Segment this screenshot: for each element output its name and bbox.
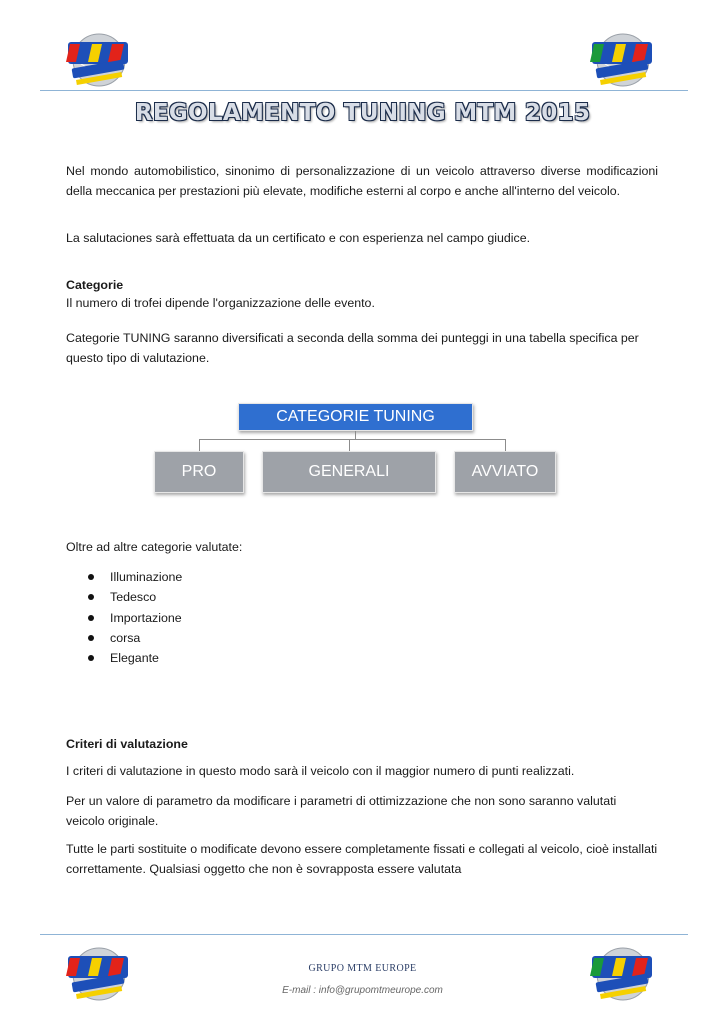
list-item: Elegante [86, 648, 182, 668]
footer-email: E-mail : info@grupomtmeurope.com [282, 985, 443, 996]
intro-paragraph-2: La salutaciones sarà effettuata da un certificato e con esperienza nel campo giudice. [66, 231, 531, 245]
altre-intro: Oltre ad altre categorie valutate: [66, 540, 243, 554]
categorie-paragraph-1: Il numero di trofei dipende l'organizzazione delle evento. [66, 296, 375, 310]
intro-paragraph-1: Nel mondo automobilistico, sinonimo di personalizzazione di un veicolo attraverso diverse modificazioni della meccanica per prestazioni più elevate, modifiche esterni al corpo e anche all'interno del veicolo. [66, 164, 658, 198]
bullet-icon [88, 594, 94, 600]
mtm-italy-footer-logo [586, 944, 656, 1006]
diagram-connector-horizontal [199, 439, 506, 440]
diagram-connector-right [505, 439, 506, 451]
diagram-connector-middle [349, 439, 350, 451]
diagram-box-avviato: AVVIATO [454, 451, 556, 493]
footer-organization: GRUPO MTM EUROPE [308, 963, 417, 974]
list-item: Tedesco [86, 587, 182, 607]
diagram-box-pro: PRO [154, 451, 244, 493]
categorie-heading: Categorie [66, 278, 124, 292]
list-item: Illuminazione [86, 567, 182, 587]
list-item: corsa [86, 628, 182, 648]
criteri-heading: Criteri di valutazione [66, 737, 188, 751]
document-title: REGOLAMENTO TUNING MTM 2015 [134, 100, 591, 126]
mtm-europe-footer-logo [62, 944, 132, 1006]
bullet-icon [88, 615, 94, 621]
mtm-italy-logo [586, 30, 656, 92]
footer-divider [40, 934, 688, 935]
diagram-top-box: CATEGORIE TUNING [238, 403, 473, 431]
criteri-paragraph-2: Per un valore di parametro da modificare i parametri di ottimizzazione che non sono saranno valutati veicolo originale. [66, 794, 617, 828]
header-divider [40, 90, 688, 91]
list-item: Importazione [86, 608, 182, 628]
criteri-paragraph-3: Tutte le parti sostituite o modificate devono essere completamente fissati e collegati al veicolo, cioè installati correttamente. Qualsiasi oggetto che non è sovrapposta essere valutata [66, 842, 658, 876]
bullet-icon [88, 655, 94, 661]
altre-list [86, 567, 182, 668]
bullet-icon [88, 635, 94, 641]
diagram-box-generali: GENERALI [262, 451, 436, 493]
mtm-europe-logo [62, 30, 132, 92]
bullet-icon [88, 574, 94, 580]
categorie-paragraph-2: Categorie TUNING saranno diversificati a seconda della somma dei punteggi in una tabella specifica per questo tipo di valutazione. [66, 331, 639, 365]
diagram-connector-left [199, 439, 200, 451]
criteri-paragraph-1: I criteri di valutazione in questo modo sarà il veicolo con il maggior numero di punti realizzati. [66, 764, 575, 778]
